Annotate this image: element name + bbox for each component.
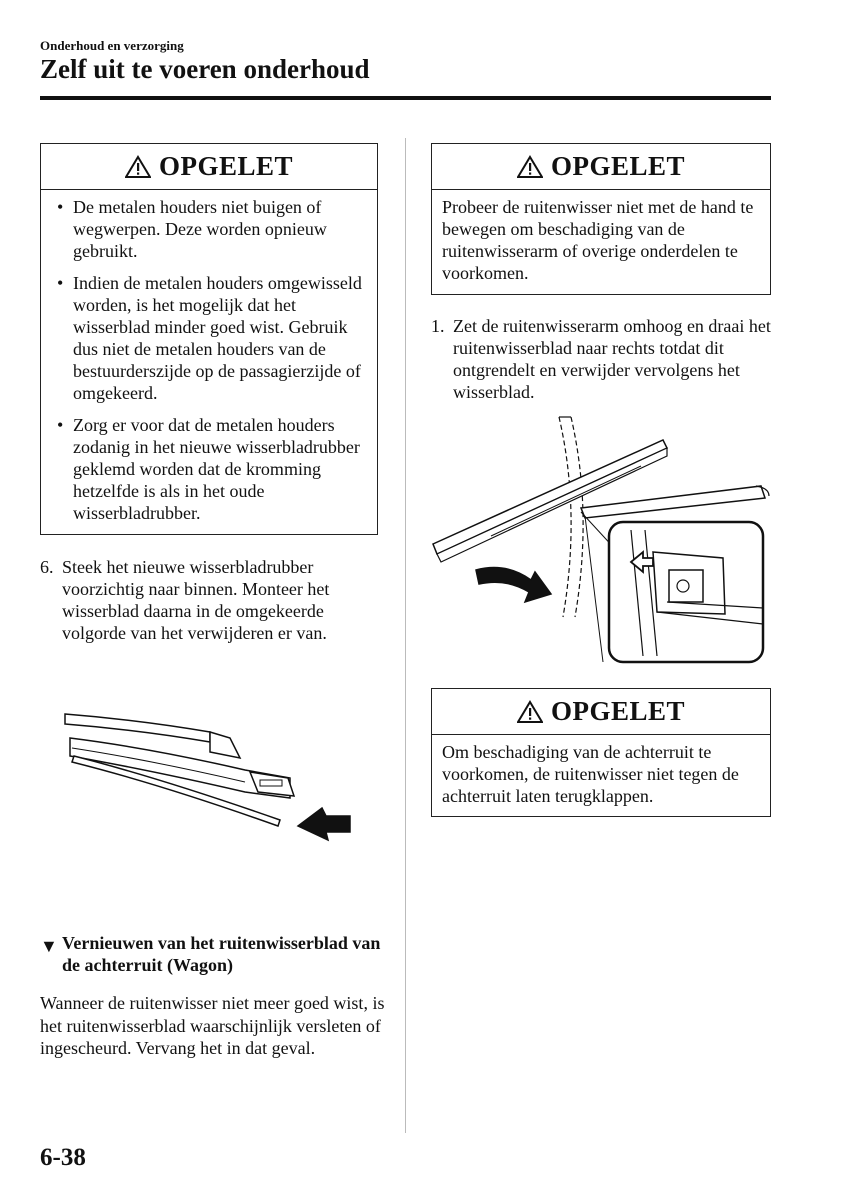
list-item: • Indien de metalen houders omgewisseld worden, is het mogelijk dat het wisserblad minder goed wist. Gebruik dus niet de metalen houders van de bestuurderszijde op de passagierzijde of omgekeerd. <box>57 273 362 403</box>
caution-text: Probeer de ruitenwisser niet met de hand te bewegen om beschadiging van de ruitenwisserarm of overige onderdelen te voorkomen. <box>442 197 754 283</box>
list-item: • De metalen houders niet buigen of wegwerpen. Deze worden opnieuw gebruikt. <box>57 197 327 261</box>
step-6 <box>40 556 380 644</box>
step-number: 6. <box>40 557 54 577</box>
caution-label: OPGELET <box>158 151 294 181</box>
step-text: Zet de ruitenwisserarm omhoog en draai het ruitenwisserblad naar rechts totdat dit ontgrendelt en verwijder vervolgens het wisserblad. <box>453 316 771 402</box>
caution-box-right-2 <box>431 688 771 817</box>
triangle-marker-icon: ▼ <box>40 936 58 956</box>
step-1 <box>431 315 771 403</box>
title-rule <box>40 96 771 100</box>
page-number: 6-38 <box>40 1144 86 1171</box>
subheading-text: Vernieuwen van het ruitenwisserblad van de achterruit (Wagon) <box>62 933 381 975</box>
step-number: 1. <box>431 316 445 336</box>
column-divider <box>405 138 406 1133</box>
caution-header <box>41 144 377 190</box>
caution-text: Om beschadiging van de achterruit te voorkomen, de ruitenwisser niet tegen de achterruit laten terugklappen. <box>442 742 739 806</box>
page-title: Zelf uit te voeren onderhoud <box>40 54 370 84</box>
list-item: • Zorg er voor dat de metalen houders zodanig in het nieuwe wisserbladrubber geklemd worden dat de kromming hetzelfde is als in het oude wisserbladrubber. <box>57 415 360 523</box>
caution-label: OPGELET <box>550 696 686 726</box>
rear-wiper-removal-illustration <box>431 412 771 668</box>
body-paragraph: Wanneer de ruitenwisser niet meer goed wist, is het ruitenwisserblad waarschijnlijk versleten of ingescheurd. Vervang het in dat geval. <box>40 993 385 1058</box>
wiper-blade-insert-illustration <box>60 700 360 860</box>
caution-label: OPGELET <box>550 151 686 181</box>
subheading <box>40 932 400 976</box>
caution-header <box>432 144 770 190</box>
step-text: Steek het nieuwe wisserbladrubber voorzichtig naar binnen. Monteer het wisserblad daarna in de omgekeerde volgorde van het verwijderen er van. <box>62 557 330 643</box>
warning-icon <box>125 155 151 179</box>
warning-icon <box>517 700 543 724</box>
caution-box-left <box>40 143 378 535</box>
caution-list <box>51 196 367 524</box>
caution-box-right-1 <box>431 143 771 295</box>
warning-icon <box>517 155 543 179</box>
section-label: Onderhoud en verzorging <box>40 38 184 53</box>
caution-header <box>432 689 770 735</box>
